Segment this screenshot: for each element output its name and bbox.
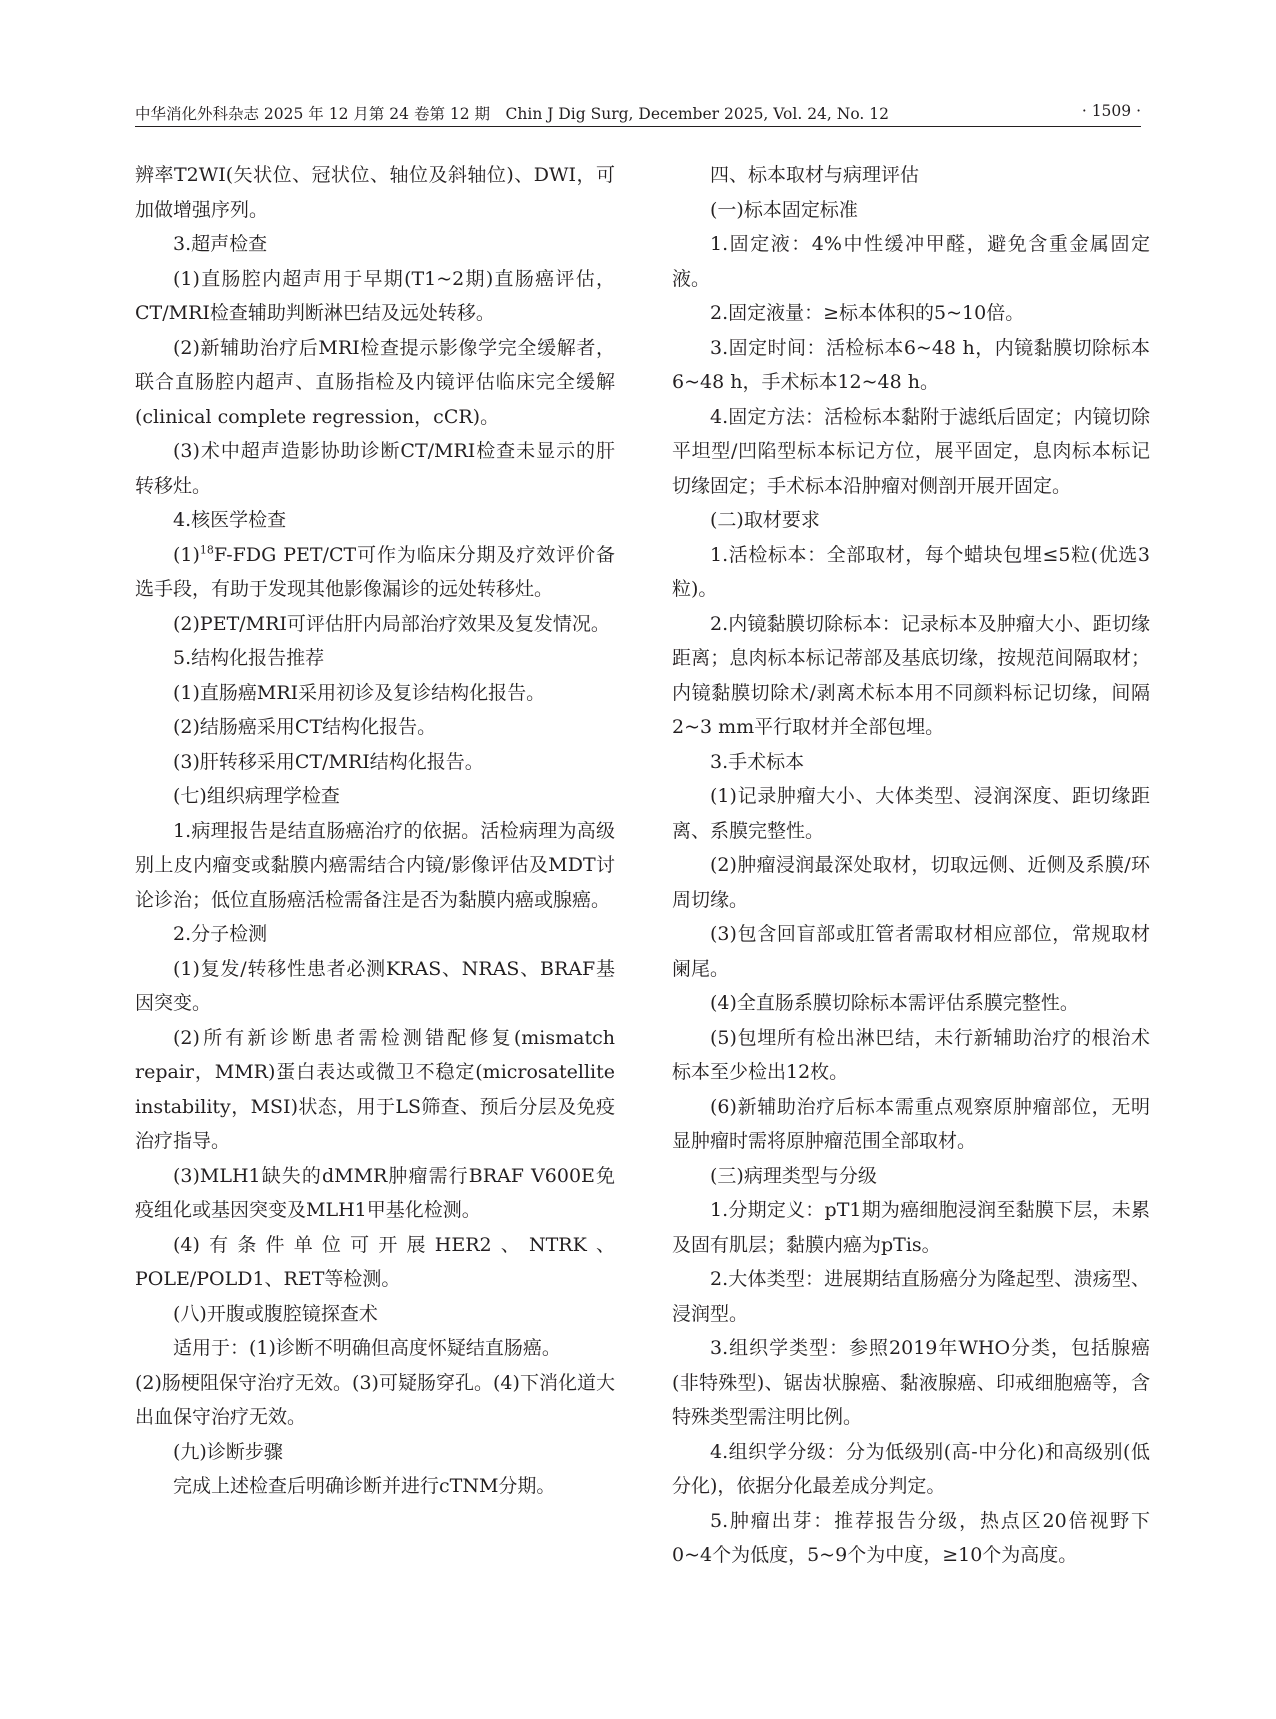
paragraph: (4)有条件单位可开展HER2、NTRK、POLE/POLD1、RET等检测。	[135, 1233, 615, 1290]
section-heading: (九)诊断步骤	[173, 1440, 283, 1463]
section-heading: 5.结构化报告推荐	[173, 647, 325, 669]
isotope-superscript: 18	[199, 543, 214, 557]
paragraph: (4)全直肠系膜切除标本需评估系膜完整性。	[710, 992, 1079, 1014]
section-heading: (二)取材要求	[710, 509, 820, 531]
paragraph: (3)术中超声造影协助诊断CT/MRI检查未显示的肝转移灶。	[135, 440, 615, 497]
paragraph: (2)所有新诊断患者需检测错配修复(mismatch repair，MMR)蛋白表达或微卫不稳定(microsatellite instability，MSI)状态，用于LS筛查、预后分层及免疫治疗指导。	[135, 1026, 615, 1152]
paragraph: (1)直肠腔内超声用于早期(T1~2期)直肠癌评估，CT/MRI检查辅助判断淋巴结及远处转移。	[135, 267, 615, 324]
paragraph: 2.大体类型：进展期结直肠癌分为隆起型、溃疡型、浸润型。	[672, 1268, 1150, 1325]
section-heading: (三)病理类型与分级	[710, 1164, 877, 1187]
paragraph: 辨率T2WI(矢状位、冠状位、轴位及斜轴位)、DWI，可加做增强序列。	[135, 164, 615, 221]
paragraph: 2.固定液量：≥标本体积的5~10倍。	[710, 302, 1025, 324]
paragraph-pet-ct	[135, 538, 615, 607]
paragraph: 1.分期定义：pT1期为癌细胞浸润至黏膜下层，未累及固有肌层；黏膜内癌为pTis。	[672, 1199, 1150, 1256]
paragraph: (1)记录肿瘤大小、大体类型、浸润深度、距切缘距离、系膜完整性。	[672, 785, 1150, 842]
paragraph: (3)MLH1缺失的dMMR肿瘤需行BRAF V600E免疫组化或基因突变及MLH1甲基化检测。	[135, 1164, 615, 1221]
paragraph: (3)肝转移采用CT/MRI结构化报告。	[173, 750, 484, 773]
left-column	[135, 158, 615, 1504]
paragraph-text: F-FDG PET/CT可作为临床分期及疗效评价备选手段，有助于发现其他影像漏诊的远处转移灶。	[135, 543, 615, 600]
paragraph: (2)PET/MRI可评估肝内局部治疗效果及复发情况。	[173, 612, 610, 635]
paragraph: (2)肿瘤浸润最深处取材，切取远侧、近侧及系膜/环周切缘。	[672, 854, 1150, 911]
section-heading: 3.手术标本	[710, 750, 805, 773]
paragraph: 1.病理报告是结直肠癌治疗的依据。活检病理为高级别上皮内瘤变或黏膜内癌需结合内镜/影像评估及MDT讨论诊治；低位直肠癌活检需备注是否为黏膜内癌或腺癌。	[135, 819, 615, 911]
paragraph: (2)结肠癌采用CT结构化报告。	[173, 716, 437, 738]
section-heading: 4.核医学检查	[173, 509, 287, 531]
paragraph: 适用于：(1)诊断不明确但高度怀疑结直肠癌。	[173, 1337, 561, 1359]
section-heading: 四、标本取材与病理评估	[710, 164, 920, 186]
paragraph: 完成上述检查后明确诊断并进行cTNM分期。	[173, 1475, 556, 1497]
paragraph: 3.组织学类型：参照2019年WHO分类，包括腺癌(非特殊型)、锯齿状腺癌、黏液腺癌、印戒细胞癌等，含特殊类型需注明比例。	[672, 1337, 1150, 1428]
paragraph: (1)复发/转移性患者必测KRAS、NRAS、BRAF基因突变。	[135, 957, 615, 1014]
paragraph: (3)包含回盲部或肛管者需取材相应部位，常规取材阑尾。	[672, 923, 1150, 980]
paragraph: 2.内镜黏膜切除标本：记录标本及肿瘤大小、距切缘距离；息肉标本标记蒂部及基底切缘，按规范间隔取材；内镜黏膜切除术/剥离术标本用不同颜料标记切缘，间隔2~3 mm平行取材并全部包埋。	[672, 612, 1150, 738]
page-number: · 1509 ·	[1081, 102, 1141, 120]
paragraph: (5)包埋所有检出淋巴结，未行新辅助治疗的根治术标本至少检出12枚。	[672, 1026, 1150, 1083]
paragraph: 5.肿瘤出芽：推荐报告分级，热点区20倍视野下0~4个为低度，5~9个为中度，≥10个为高度。	[672, 1509, 1150, 1566]
right-column	[672, 158, 1150, 1573]
paragraph: 1.固定液：4%中性缓冲甲醛，避免含重金属固定液。	[672, 233, 1150, 290]
running-header	[135, 102, 1141, 127]
paragraph: 1.活检标本：全部取材，每个蜡块包埋≤5粒(优选3粒)。	[672, 543, 1150, 600]
paragraph: 4.固定方法：活检标本黏附于滤纸后固定；内镜切除平坦型/凹陷型标本标记方位，展平固定，息肉标本标记切缘固定；手术标本沿肿瘤对侧剖开展开固定。	[672, 405, 1150, 497]
journal-citation: 中华消化外科杂志 2025 年 12 月第 24 卷第 12 期 Chin J Dig Surg, December 2025, Vol. 24, No. 12	[135, 105, 889, 123]
paragraph: 4.组织学分级：分为低级别(高-中分化)和高级别(低分化)，依据分化最差成分判定。	[672, 1440, 1150, 1497]
section-heading: 3.超声检查	[173, 233, 268, 255]
section-heading: 2.分子检测	[173, 923, 268, 945]
paragraph: (2)肠梗阻保守治疗无效。(3)可疑肠穿孔。(4)下消化道大出血保守治疗无效。	[135, 1371, 615, 1428]
paragraph: 3.固定时间：活检标本6~48 h，内镜黏膜切除标本6~48 h，手术标本12~48 h。	[672, 336, 1150, 393]
section-heading: (一)标本固定标准	[710, 198, 858, 221]
paragraph: (2)新辅助治疗后MRI检查提示影像学完全缓解者，联合直肠腔内超声、直肠指检及内镜评估临床完全缓解(clinical complete regression，cCR)。	[135, 336, 615, 428]
paragraph: (1)直肠癌MRI采用初诊及复诊结构化报告。	[173, 681, 546, 704]
section-heading: (八)开腹或腹腔镜探查术	[173, 1302, 378, 1325]
section-heading: (七)组织病理学检查	[173, 785, 340, 807]
paragraph: (6)新辅助治疗后标本需重点观察原肿瘤部位，无明显肿瘤时需将原肿瘤范围全部取材。	[672, 1095, 1150, 1152]
item-number: (1)	[173, 543, 200, 566]
